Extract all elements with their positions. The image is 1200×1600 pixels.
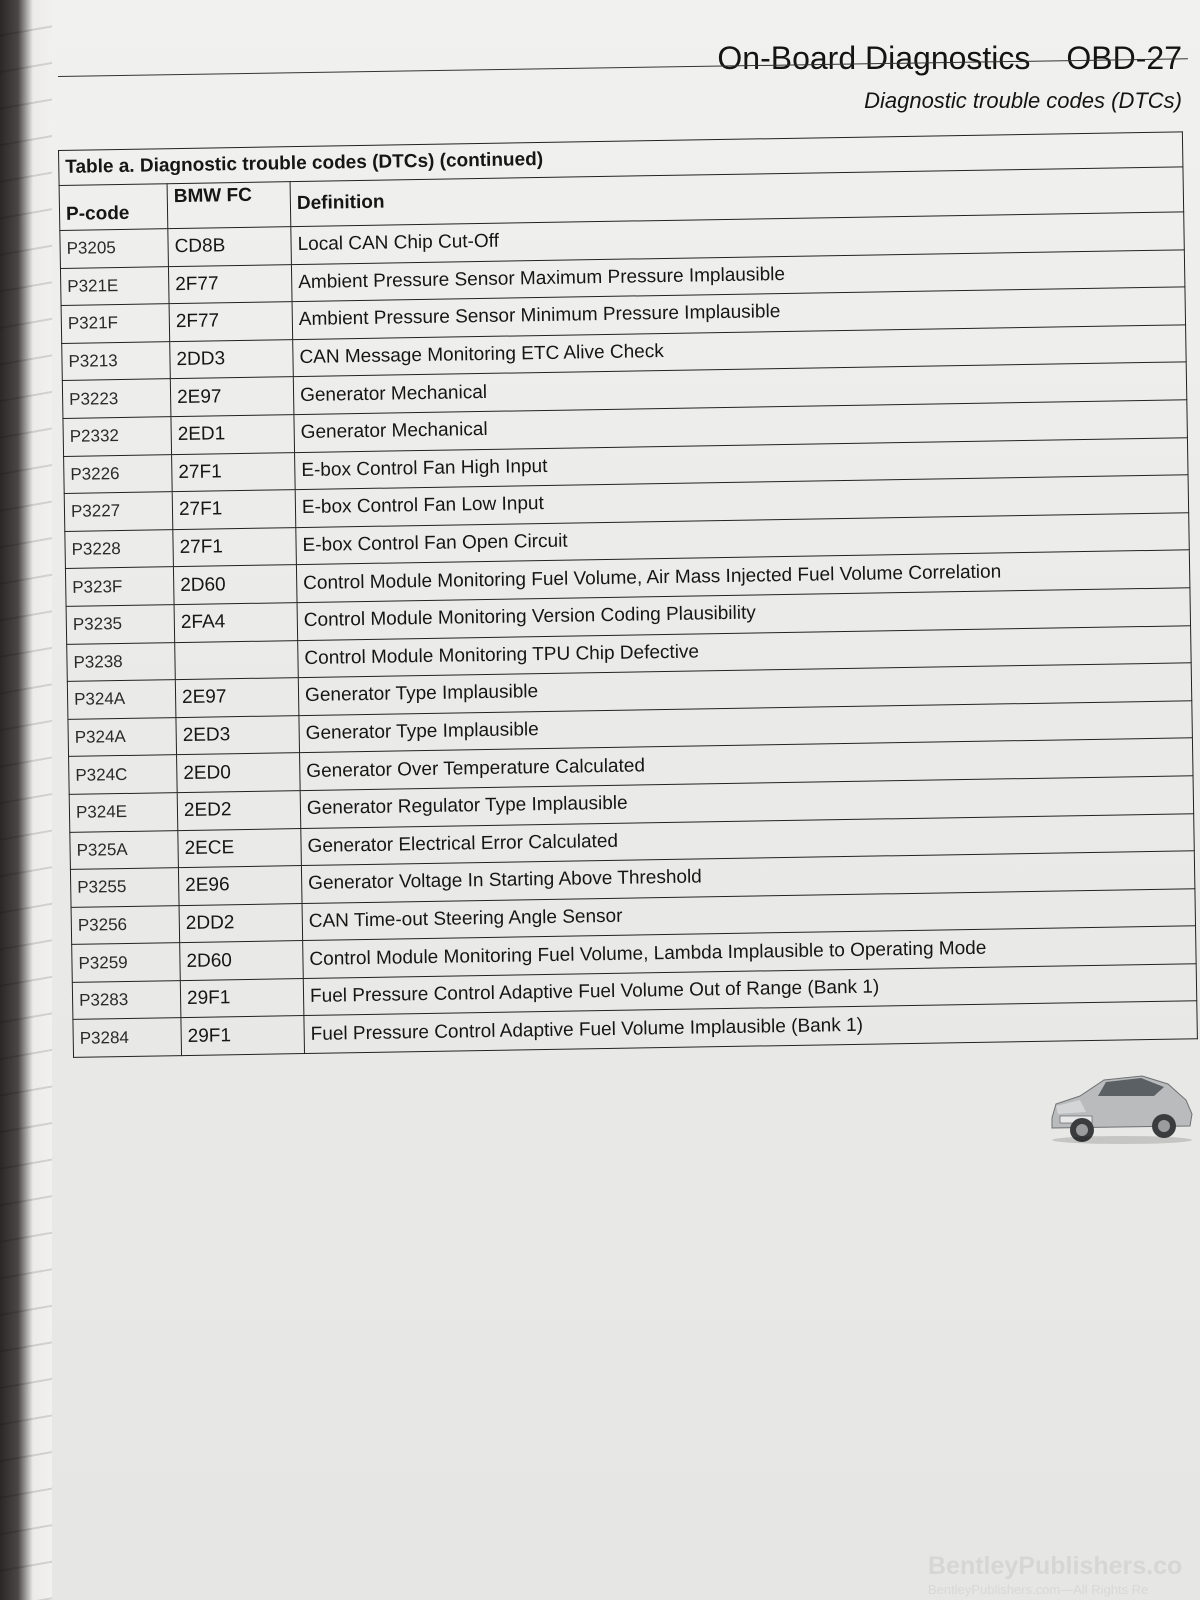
pcode-cell: P321E	[60, 266, 169, 305]
column-header-bmw-fc: BMW FC	[167, 182, 291, 229]
definition-cell: Generator Regulator Type Implausible	[300, 776, 1194, 828]
definition-cell: E-box Control Fan High Input	[295, 437, 1189, 489]
dtc-table	[58, 131, 1198, 1058]
pcode-cell: P323F	[65, 567, 174, 606]
definition-cell: CAN Message Monitoring ETC Alive Check	[293, 325, 1187, 377]
bmw-fc-cell: 2ED1	[171, 415, 295, 455]
bmw-fc-cell: 2F77	[169, 302, 293, 342]
definition-cell: Local CAN Chip Cut-Off	[291, 212, 1185, 264]
pcode-cell: P321F	[61, 304, 170, 343]
definition-cell: Control Module Monitoring Fuel Volume, Lambda Implausible to Operating Mode	[303, 926, 1197, 978]
definition-cell: Generator Type Implausible	[298, 663, 1192, 715]
bmw-fc-cell: 2E97	[175, 678, 299, 718]
dtc-table-container	[58, 131, 1198, 1058]
column-header-pcode: P-code	[59, 184, 168, 231]
definition-cell: Fuel Pressure Control Adaptive Fuel Volume Implausible (Bank 1)	[304, 1001, 1198, 1053]
definition-cell: Generator Type Implausible	[299, 700, 1193, 752]
bmw-fc-cell: 2DD3	[170, 339, 294, 379]
pcode-cell: P3238	[67, 642, 176, 681]
bmw-fc-cell: 27F1	[173, 527, 297, 567]
definition-cell: E-box Control Fan Low Input	[295, 475, 1189, 527]
page-number: OBD-27	[1066, 40, 1182, 76]
column-header-definition: Definition	[290, 167, 1184, 227]
pcode-cell: P3226	[64, 454, 173, 493]
pcode-cell: P3205	[60, 229, 169, 268]
pcode-cell: P3284	[73, 1018, 182, 1057]
pcode-cell: P324E	[69, 793, 178, 832]
bmw-sedan-icon	[1046, 1060, 1196, 1146]
pcode-cell: P3213	[62, 341, 171, 380]
bmw-fc-cell: 2ED3	[176, 715, 300, 755]
section-title: On-Board Diagnostics	[717, 40, 1031, 76]
definition-cell: Control Module Monitoring TPU Chip Defective	[298, 625, 1192, 677]
bmw-fc-cell: 2FA4	[174, 603, 298, 643]
pcode-cell: P3259	[72, 943, 181, 982]
publisher-watermark: BentleyPublishers.co	[928, 1552, 1183, 1580]
bmw-fc-cell: 2E96	[178, 866, 302, 906]
bmw-fc-cell: 2DD2	[179, 903, 303, 943]
bmw-fc-cell: 2ECE	[178, 828, 302, 868]
underlying-page-edges	[0, 0, 52, 1600]
pcode-cell: P2332	[63, 417, 172, 456]
pcode-cell: P3223	[62, 379, 171, 418]
bmw-fc-cell	[175, 640, 299, 680]
table-caption: Table a. Diagnostic trouble codes (DTCs) (continued)	[59, 132, 1183, 186]
bmw-fc-cell: 2ED0	[177, 753, 301, 793]
bmw-fc-cell: 2E97	[170, 377, 294, 417]
definition-cell: Ambient Pressure Sensor Minimum Pressure Implausible	[292, 287, 1186, 339]
definition-cell: Generator Voltage In Starting Above Threshold	[301, 851, 1195, 903]
definition-cell: E-box Control Fan Open Circuit	[296, 513, 1190, 565]
publisher-copyright: BentleyPublishers.com—All Rights Re	[928, 1582, 1149, 1597]
definition-cell: Generator Mechanical	[293, 362, 1187, 414]
definition-cell: Fuel Pressure Control Adaptive Fuel Volume Out of Range (Bank 1)	[303, 964, 1197, 1016]
pcode-cell: P3227	[64, 492, 173, 531]
definition-cell: Ambient Pressure Sensor Maximum Pressure Implausible	[291, 249, 1185, 301]
pcode-cell: P3255	[70, 868, 179, 907]
pcode-cell: P324A	[68, 717, 177, 756]
pcode-cell: P324C	[69, 755, 178, 794]
bmw-fc-cell: 2ED2	[177, 790, 301, 830]
definition-cell: Generator Over Temperature Calculated	[300, 738, 1194, 790]
pcode-cell: P3228	[65, 529, 174, 568]
bmw-fc-cell: 27F1	[172, 490, 296, 530]
section-subtitle: Diagnostic trouble codes (DTCs)	[864, 88, 1182, 113]
definition-cell: Generator Electrical Error Calculated	[301, 813, 1195, 865]
bmw-fc-cell: 2F77	[168, 264, 292, 304]
pcode-cell: P3256	[71, 905, 180, 944]
pcode-cell: P324A	[67, 680, 176, 719]
definition-cell: Generator Mechanical	[294, 400, 1188, 452]
pcode-cell: P3283	[72, 980, 181, 1019]
bmw-fc-cell: CD8B	[168, 227, 292, 267]
definition-cell: Control Module Monitoring Fuel Volume, Air Mass Injected Fuel Volume Correlation	[296, 550, 1190, 602]
definition-cell: Control Module Monitoring Version Coding Plausibility	[297, 588, 1191, 640]
pcode-cell: P3235	[66, 605, 175, 644]
bmw-fc-cell: 27F1	[172, 452, 296, 492]
bmw-fc-cell: 29F1	[181, 1016, 305, 1056]
bmw-fc-cell: 2D60	[180, 941, 304, 981]
bmw-fc-cell: 29F1	[180, 978, 304, 1018]
pcode-cell: P325A	[70, 830, 179, 869]
definition-cell: CAN Time-out Steering Angle Sensor	[302, 888, 1196, 940]
bmw-fc-cell: 2D60	[173, 565, 297, 605]
